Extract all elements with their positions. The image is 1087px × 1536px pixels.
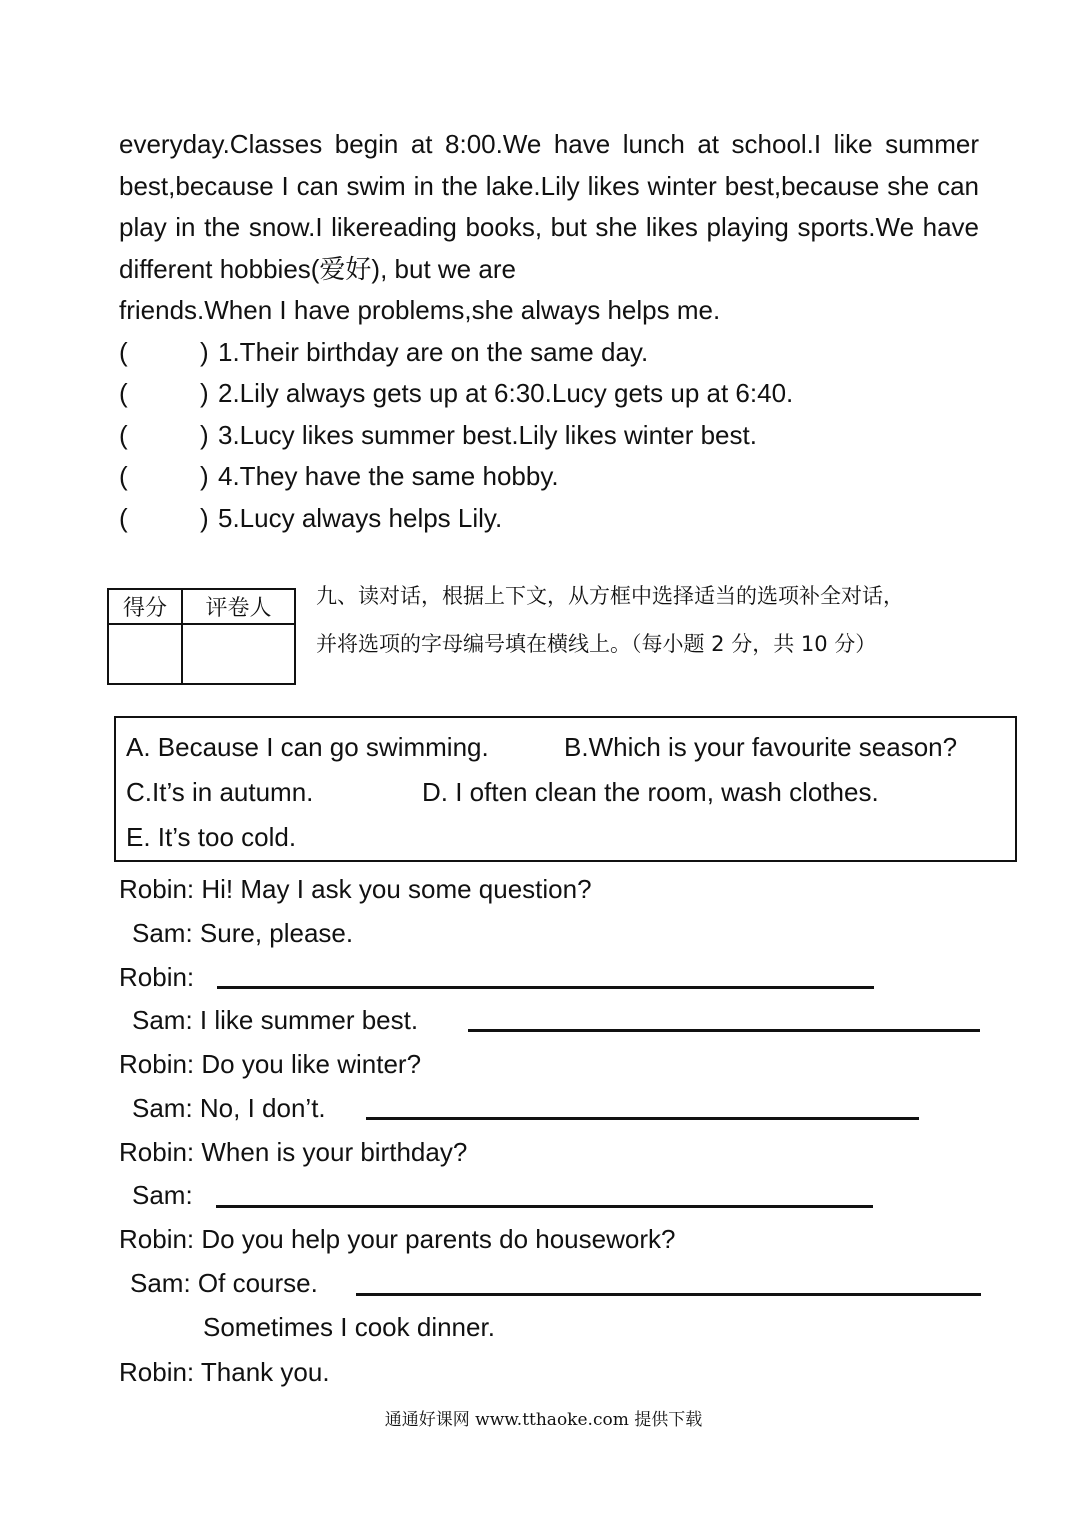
dialogue-line-6: Sam: No, I don’t. [132,1093,326,1123]
dialogue-line-8: Sam: [132,1180,193,1210]
answer-paren-open: ( [119,337,128,367]
score-table [107,588,296,685]
answer-paren-open: ( [119,378,128,408]
score-label: 得分 [108,589,182,624]
judge-statement: 5.Lucy always helps Lily. [218,503,503,533]
option-a: A. Because I can go swimming. [126,732,489,762]
option-d: D. I often clean the room, wash clothes. [422,777,879,807]
answer-paren-close: ) [200,503,209,533]
answer-blank-2[interactable] [468,1029,980,1032]
passage-last-line: friends.When I have problems,she always helps me. [119,295,721,326]
passage-text: everyday.Classes begin at 8:00.We have lunch at school.I like summer best,because I can swim in the lake.Lily likes winter best,because she can play in the snow.I likereading books, but she likes playing sports.We have different hobbies(爱好), but we are [119,129,979,284]
answer-paren-close: ) [200,337,209,367]
answer-blank-4[interactable] [216,1205,873,1208]
answer-paren-open: ( [119,461,128,491]
page-footer: 通通好课网 www.tthaoke.com 提供下载 [384,1410,703,1430]
options-box [114,716,1017,862]
grader-label: 评卷人 [182,589,295,624]
judge-statement: 3.Lucy likes summer best.Lily likes winter best. [218,420,757,450]
dialogue-line-11: Sometimes I cook dinner. [203,1312,495,1342]
dialogue-line-9: Robin: Do you help your parents do housework? [119,1224,676,1254]
dialogue-line-4: Sam: I like summer best. [132,1005,419,1035]
answer-blank-1[interactable] [217,986,874,989]
reading-passage [119,124,979,332]
dialogue-line-5: Robin: Do you like winter? [119,1049,422,1079]
dialogue-line-10: Sam: Of course. [130,1268,318,1298]
dialogue-line-3: Robin: [119,962,195,992]
judge-statement: 2.Lily always gets up at 6:30.Lucy gets up at 6:40. [218,378,794,408]
answer-paren-open: ( [119,420,128,450]
answer-paren-close: ) [200,420,209,450]
answer-paren-open: ( [119,503,128,533]
section-instruction-line-2: 并将选项的字母编号填在横线上。（每小题 2 分，共 10 分） [316,632,877,656]
score-cell [108,624,182,684]
dialogue-line-2: Sam: Sure, please. [132,918,354,948]
option-e: E. It’s too cold. [126,822,297,852]
option-c: C.It’s in autumn. [126,777,314,807]
judge-statement: 1.Their birthday are on the same day. [218,337,649,367]
dialogue-line-1: Robin: Hi! May I ask you some question? [119,874,592,904]
answer-paren-close: ) [200,378,209,408]
answer-paren-close: ) [200,461,209,491]
dialogue-line-7: Robin: When is your birthday? [119,1137,468,1167]
judge-statement: 4.They have the same hobby. [218,461,559,491]
grader-cell [182,624,295,684]
option-b: B.Which is your favourite season? [564,732,958,762]
section-instruction-line-1: 九、读对话，根据上下文，从方框中选择适当的选项补全对话， [316,584,904,608]
dialogue-line-12: Robin: Thank you. [119,1357,330,1387]
answer-blank-5[interactable] [356,1293,981,1296]
answer-blank-3[interactable] [366,1117,919,1120]
